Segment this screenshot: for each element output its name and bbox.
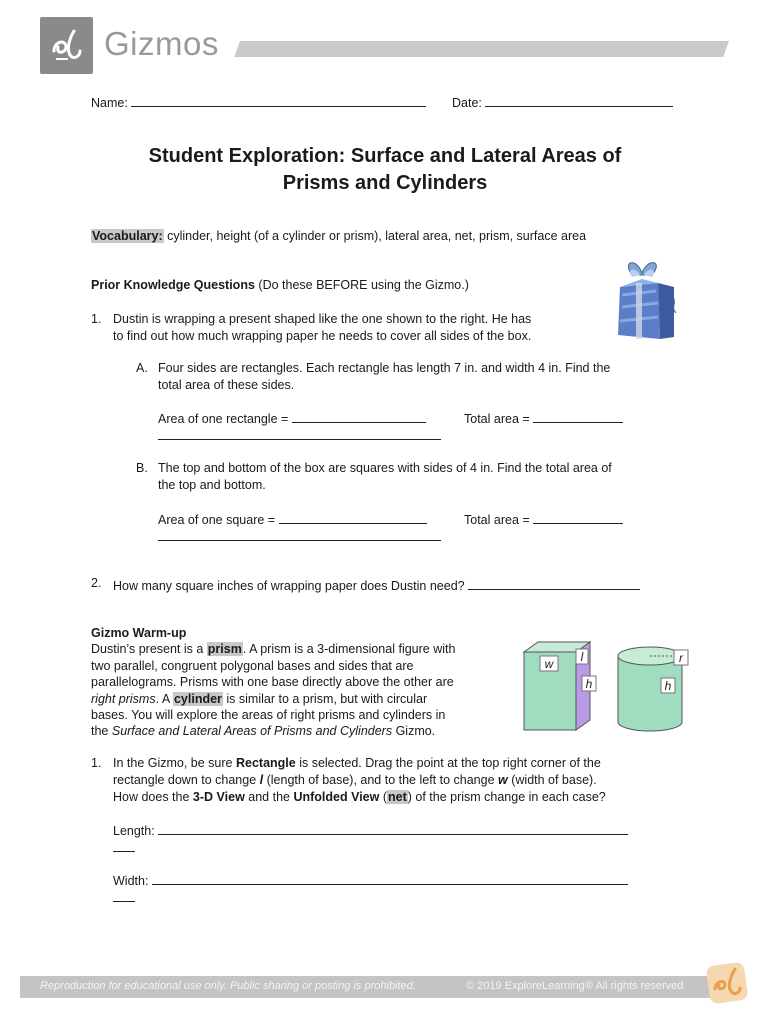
warmup-question-1: 1. In the Gizmo, be sure Rectangle is selected. Drag the point at the top right corner of the rectangle down to change l (length of base), and to the left to change w (width of base). How does the 3-D View and the Unfolded View (net) of the prism change in each case? [91, 756, 606, 804]
square-total-input[interactable] [533, 510, 623, 524]
date-label: Date: [452, 96, 482, 110]
cylinder-height-label: h [664, 679, 672, 693]
page-title: Student Exploration: Surface and Lateral Areas of Prisms and Cylinders [148, 145, 622, 194]
rectangle-total-input[interactable] [533, 409, 623, 423]
vocabulary-terms: cylinder, height (of a cylinder or prism), lateral area, net, prism, surface area [167, 229, 587, 243]
radius-label: r [679, 651, 683, 665]
prior-knowledge-heading: Prior Knowledge Questions (Do these BEFORE using the Gizmo.) [91, 278, 469, 292]
brand-name: Gizmos [104, 25, 219, 62]
footer-note: Reproduction for educational use only. Public sharing or posting is prohibited. [40, 980, 416, 992]
length-answer: Length: [113, 821, 628, 838]
prism-height-label: h [585, 677, 593, 691]
square-total-answer: Total area = [464, 510, 623, 527]
name-label: Name: [91, 96, 128, 110]
prior-question-1a: A. Four sides are rectangles. Each rectangle has length 7 in. and width 4 in. Find the total area of these sides. [136, 361, 611, 392]
name-field [91, 93, 426, 110]
prior-question-2: 2. How many square inches of wrapping paper does Dustin need? [91, 576, 640, 593]
wrapping-paper-input[interactable] [468, 576, 640, 590]
cylinder-term: cylinder [173, 691, 222, 706]
square-work-line[interactable] [158, 526, 441, 541]
rectangle-work-line[interactable] [158, 425, 441, 440]
square-area-input[interactable] [279, 510, 427, 524]
width-input[interactable] [152, 871, 628, 885]
warmup-heading: Gizmo Warm-up [91, 626, 187, 640]
width-input-wrap[interactable] [113, 888, 135, 902]
rectangle-total-answer: Total area = [464, 409, 623, 426]
gift-box-image [612, 255, 680, 343]
length-input-wrap[interactable] [113, 838, 135, 852]
length-label: l [580, 650, 584, 664]
prism-cylinder-figure [520, 638, 702, 734]
date-input-line[interactable] [485, 93, 673, 107]
footer-copyright: © 2019 ExploreLearning® All rights reserved [466, 980, 684, 992]
explorelearning-logo [40, 17, 93, 74]
vocabulary-label: Vocabulary: [92, 229, 163, 243]
name-input-line[interactable] [131, 93, 426, 107]
vocabulary-line [91, 229, 586, 243]
header-bar [234, 41, 729, 57]
el-logo-icon [48, 27, 86, 65]
date-field [452, 93, 673, 110]
prior-question-1: 1. Dustin is wrapping a present shaped like the one shown to the right. He has to find out how much wrapping paper he needs to cover all sides of the box. [91, 312, 532, 343]
explorelearning-footer-logo-icon [705, 961, 749, 1005]
square-area-answer: Area of one square = [158, 510, 427, 527]
rectangle-area-input[interactable] [292, 409, 426, 423]
rectangle-area-answer: Area of one rectangle = [158, 409, 426, 426]
width-answer: Width: [113, 871, 628, 888]
warmup-section: Gizmo Warm-up Dustin’s present is a prism. A prism is a 3-dimensional figure with two parallel, congruent polygonal bases and sides that are parallelograms. Prisms with one base directly above the other are right prisms. A cylinder is similar to a prism, but with circular bases. You will explore the areas of right prisms and cylinders in the Surface and Lateral Areas of Prisms and Cylinders Gizmo. [91, 626, 456, 739]
prior-question-1b: B. The top and bottom of the box are squares with sides of 4 in. Find the total area of the top and bottom. [136, 461, 612, 492]
net-term: net [387, 790, 407, 804]
width-label: w [544, 657, 554, 671]
length-input[interactable] [158, 821, 628, 835]
prism-term: prism [207, 642, 242, 657]
